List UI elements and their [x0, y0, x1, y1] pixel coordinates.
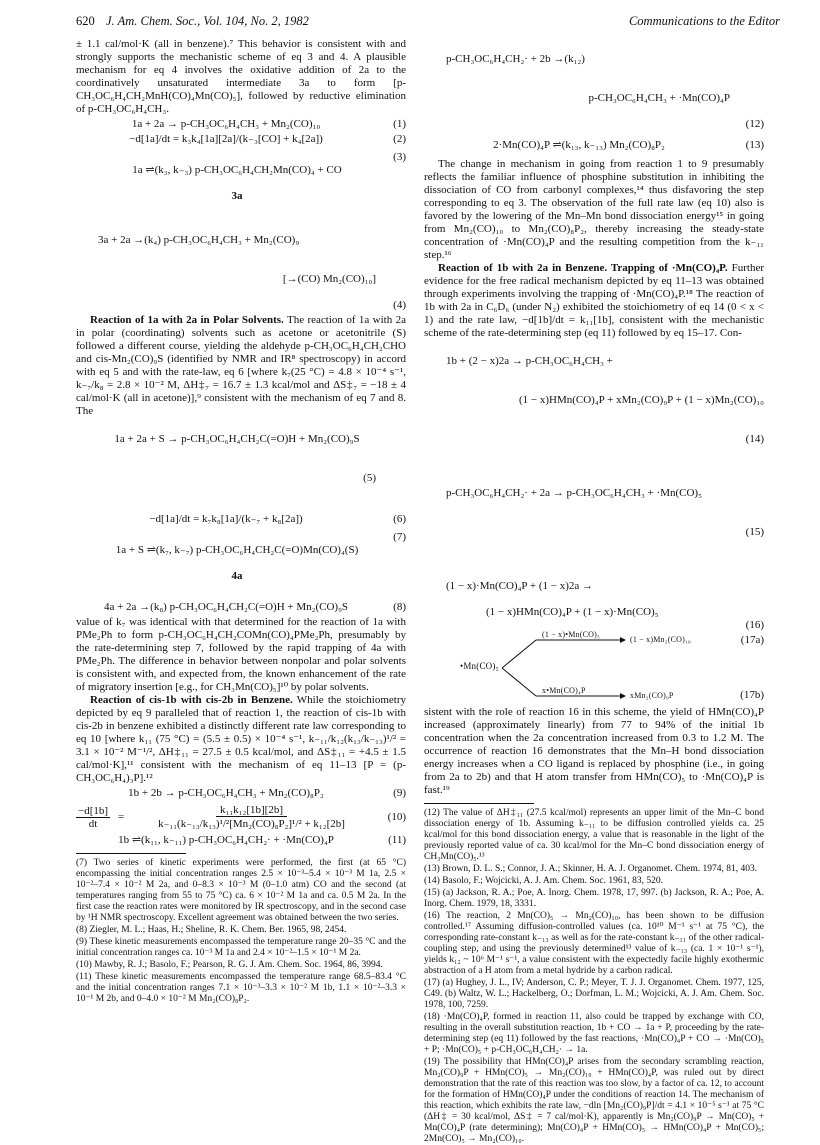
equation-5: 1a + 2a + S → p-CH₃OC₆H₄CH₂C(=O)H + Mn₂(CO)₉S (5)	[114, 433, 376, 484]
journal-citation: J. Am. Chem. Soc., Vol. 104, No. 2, 1982	[106, 14, 309, 28]
scheme-reactant: •Mn(CO)₅	[460, 661, 499, 671]
equation-1: 1a + 2a → p-CH₃OC₆H₄CH₃ + Mn₂(CO)₁₀ (1)	[131, 118, 406, 130]
footnote: (11) These kinetic measurements encompassed the temperature range 68.5–83.4 °C and the initial concentration ranges 7.1 × 10⁻³–3.3 × 10⁻² M 1b, 1.1 × 10⁻²–3.3 × 10⁻¹ M 2b, and 0–4.0 × 10⁻² M Mn₂(CO)₈P₂.	[76, 972, 406, 1004]
paragraph: Reaction of 1b with 2a in Benzene. Trapping of ·Mn(CO)₄P. Further evidence for the free radical mechanism depicted by eq 11–13 was obtained through experiments involving the trapping of ·Mn(CO)₄P.¹⁸ The reaction of 1b with 2a in C₆D₆ (under N₂) exhibited the stoichiometry of eq 14 (0 < x < 1) and the rate law, −d[1b]/dt = k₁₁[1b], consistent with the mechanistic scheme of the rate-determining step (eq 11) followed by eq 15–17. Con-	[424, 262, 764, 339]
scheme-bottom-number: (17b)	[740, 689, 764, 701]
paragraph-lead: Reaction of cis-1b with cis-2b in Benzene.	[90, 694, 293, 706]
footnote: (17) (a) Hughey, J. L., IV; Anderson, C. P.; Meyer, T. J. J. Organomet. Chem. 1977, 125, C49. (b) Waltz, W. L.; Hackelberg, O.; Dorfman, L. M.; Wojcicki, A. J. Am. Chem. Soc. 1978, 100, 7259.	[424, 978, 764, 1010]
footnote: (8) Ziegler, M. L.; Haas, H.; Sheline, R. K. Chem. Ber. 1965, 98, 2454.	[76, 925, 347, 935]
footnote: (15) (a) Jackson, R. A.; Poe, A. Inorg. Chem. 1978, 17, 997. (b) Jackson, R. A.; Poe, A. Inorg. Chem. 1979, 18, 3331.	[424, 888, 764, 909]
page-number: 620	[76, 14, 95, 28]
scheme-top-product: (1 − x)Mn₂(CO)₁₀	[630, 635, 691, 644]
equation-2: −d[1a]/dt = k₃k₄[1a][2a]/(k₋₃[CO] + k₄[2a]) (2)	[129, 133, 406, 145]
right-column	[424, 38, 764, 1144]
footnote-divider	[76, 853, 186, 854]
compound-label: 4a	[231, 570, 243, 582]
paragraph: Reaction of 1a with 2a in Polar Solvents. The reaction of 1a with 2a in polar (coordinating) solvents such as acetone or acetonitrile (S) followed a different course, yielding the aldehyde p-CH₃OC₆H₄CH₂CHO and cis-Mn₂(CO)₉S (identified by NMR and IR⁸ spectroscopy) in accord with eq 5 and with the rate-law, eq 6 [where k₇(25 °C) = 4.8 × 10⁻⁴ s⁻¹, k₋₇/k₈ = 2.8 × 10⁻² M, ΔH‡₇ = 16.7 ± 1.3 kcal/mol and ΔS‡₇ = −18 ± 4 cal/mol·K (all in acetone)],⁹ consistent with the mechanism of eq 7 and 8. The	[76, 314, 407, 417]
page-header	[76, 14, 780, 32]
equation-6: −d[1a]/dt = k₇k₈[1a]/(k₋₇ + k₈[2a]) (6)	[149, 513, 406, 525]
equation-11: 1b ⇌(k₁₁, k₋₁₁) p-CH₃OC₆H₄CH₂· + ·Mn(CO)₄P (11)	[118, 834, 406, 846]
scheme-bottom-product: xMn₂(CO)₉P	[630, 691, 674, 700]
footnote: (12) The value of ΔH‡₁₁ (27.5 kcal/mol) represents an upper limit of the Mn–C bond dissociation energy of 1b. Assuming k₋₁₁ to be diffusion controlled yields ca. 25 kcal/mol for this bond dissociation energy, a value that is reasonable in the light of the previously reported value of ca. 30 kcal/mol for the Mn–C bond dissociation energy of CH₃Mn(CO)₅.¹³	[424, 808, 764, 862]
equation-8: 4a + 2a →(k₈) p-CH₃OC₆H₄CH₂C(=O)H + Mn₂(CO)₉S (8)	[103, 601, 406, 613]
reaction-scheme-17	[424, 630, 764, 702]
footnotes-left	[76, 858, 406, 1005]
equation-13: 2·Mn(CO)₄P ⇌(k₁₃, k₋₁₃) Mn₂(CO)₈P₂ (13)	[493, 139, 764, 151]
section-title: Communications to the Editor	[628, 14, 780, 28]
scheme-bottom-reagent: x•Mn(CO)₄P	[542, 686, 586, 695]
paragraph: ± 1.1 cal/mol·K (all in benzene).⁷ This behavior is consistent with and strongly supports the mechanistic scheme of eq 3 and 4. A plausible mechanism for eq 4 involves the oxidative addition of 2a to the coordinatively unsaturated intermediate 3a to form [p-CH₃OC₆H₄CH₂MnH(CO)₄Mn(CO)₅], followed by reductive elimination of p-CH₃OC₆H₄CH₃.	[76, 38, 406, 115]
scheme-top-number: (17a)	[740, 634, 764, 646]
equation-9: 1b + 2b → p-CH₃OC₆H₄CH₃ + Mn₂(CO)₈P₂ (9)	[128, 787, 406, 799]
equation-14: 1b + (2 − x)2a → p-CH₃OC₆H₄CH₃ + (1 − x)HMn(CO)₄P + xMn₂(CO)₉P + (1 − x)Mn₂(CO)₁₀ (14)	[446, 355, 764, 445]
scheme-top-reagent: (1 − x)•Mn(CO)₅	[542, 630, 600, 639]
equation-16: (1 − x)·Mn(CO)₄P + (1 − x)2a → (1 − x)HMn(CO)₄P + (1 − x)·Mn(CO)₅ (16)	[446, 580, 764, 631]
footnote: (19) The possibility that HMn(CO)₄P arises from the secondary scrambling reaction, Mn₂(CO)₉P + HMn(CO)₅ → Mn₂(CO)₁₀ + HMn(CO)₄P, was ruled out by direct demonstration that the rate of this reaction was too slow, by a factor of ca. 12, to account for the formation of HMn(CO)₄P under the conditions of reaction 14. The mechanism of this reaction, which exhibits the rate law, −dln [Mn₂(CO)₉P]/dt = 4.1 × 10⁻⁵ s⁻¹ at 75 °C (ΔH‡ = 30 kcal/mol, ΔS‡ = 7 cal/mol·K), apparently is Mn₂(CO)₉P → Mn(CO)₅ + Mn(CO)₄P (rate determining); Mn(CO)₄P + HMn(CO)₅ → HMn(CO)₄P + Mn(CO)₅; 2Mn(CO)₅ → Mn₂(CO)₁₀.	[424, 1057, 764, 1144]
equation-7: 1a + S ⇌(k₇, k₋₇) p-CH₃OC₆H₄CH₂C(=O)Mn(CO)₄(S) 4a (7)	[115, 531, 406, 582]
paragraph: sistent with the role of reaction 16 in this scheme, the yield of HMn(CO)₄P increased (approximately linearly) from 77 to 94% of the initial 1b concentration when the 2a concentration increased from 0.3 to 1.2 M. The occurrence of reaction 16 demonstrates that the Mn–H bond dissociation energy increases when a CO ligand is replaced by phosphine (i.e., in going from 2a to 2b) and that H atom transfer from HMn(CO)₅ to ·Mn(CO)₄P is fast.¹⁹	[424, 706, 764, 796]
equation-12: p-CH₃OC₆H₄CH₂· + 2b →(k₁₂) p-CH₃OC₆H₄CH₃ + ·Mn(CO)₄P (12)	[446, 53, 764, 130]
footnote: (10) Mawby, R. J.; Basolo, F.; Pearson, R. G. J. Am. Chem. Soc. 1964, 86, 3994.	[76, 960, 383, 970]
equation-10: $\frac{-d[1b]}{dt}$ = $\frac{\text{k₁₁k₁₂[1b][2b]}}{\text{k₋₁₁(k₋₁₃/k₁₃)¹/²[Mn₂(CO)₈P₂]¹/² + k₁₂[2b]}}$ (10)	[78, 804, 406, 830]
left-column	[76, 38, 406, 1054]
equation-3: 1a ⇌(k₃, k₋₃) p-CH₃OC₆H₄CH₂Mn(CO)₄ + CO 3a (3)	[132, 151, 406, 202]
footnote: (7) Two series of kinetic experiments were performed, the first (at 65 °C) encompassing the initial concentration ranges 2.5 × 10⁻³–5.4 × 10⁻³ M 1a, 2.5 × 10⁻²–7.4 × 10⁻² M 2a, and 0–8.3 × 10⁻³ M (0–1.0 atm) CO and the second (at temperatures ranging from 55 to 75 °C) ca. 6 × 10⁻² M 1a and ca. 0.5 M 2a. In the first case the reaction rates were monitored by IR spectroscopy, and in the second case by ¹H NMR spectroscopy. Excellent agreement was obtained between the two series.	[76, 858, 406, 923]
paragraph-lead: Reaction of 1a with 2a in Polar Solvents.	[90, 314, 284, 326]
footnote: (16) The reaction, 2 Mn(CO)₅ → Mn₂(CO)₁₀, has been shown to be diffusion controlled.¹⁷ Assuming diffusion-controlled values (ca. 10¹⁰ M⁻¹ s⁻¹ at 75 °C), the corresponding rate-constant k₋₁₃ as well as for the rate-constant k₋₁₁ of the other radical-coupling step, and using the previously determined¹³ value of k₋₁₃ (ca. 1 × 10⁻¹ s⁻¹), yields k₁₂ ~ 10⁶ M⁻¹ s⁻¹, a value consistent with the expectedly facile highly exothermic abstraction of a H atom from a metal hydride by a carbon radical.	[424, 911, 764, 976]
equation-15: p-CH₃OC₆H₄CH₂· + 2a → p-CH₃OC₆H₄CH₃ + ·Mn(CO)₅ (15)	[446, 487, 764, 538]
paragraph: Reaction of cis-1b with cis-2b in Benzene. While the stoichiometry depicted by eq 9 paralleled that of reaction 1, the reaction of cis-1b with cis-2b in benzene exhibited a distinctly different rate law corresponding to eq 10 [where k₁₁ (75 °C) = (5.5 ± 0.5) × 10⁻⁴ s⁻¹, k₋₁₁/k₁₂(k₁₃/k₋₁₃)¹/² = 3.1 × 10⁻² M⁻¹/², ΔH‡₁₁ = 27.5 ± 0.5 kcal/mol, and ΔS‡₁₁ = +4.5 ± 1.5 cal/mol·K],¹¹ consistent with the mechanism of eq 11–13 [P = (p-CH₃OC₆H₄)₃P].¹²	[76, 694, 406, 784]
footnote: (14) Basolo, F.; Wojcicki, A. J. Am. Chem. Soc. 1961, 83, 520.	[424, 876, 663, 886]
compound-label: 3a	[231, 190, 243, 202]
footnote: (18) ·Mn(CO)₄P, formed in reaction 11, also could be trapped by exchange with CO, resulting in the overall substitution reaction, 1b + CO → 1a + P, proceeding by the rate-determining step (eq 11) followed by the fast reactions, ·Mn(CO)₄P + CO → ·Mn(CO)₅ + P; ·Mn(CO)₅ + p-CH₃OC₆H₄CH₂· → 1a.	[424, 1012, 764, 1055]
paragraph: The change in mechanism in going from reaction 1 to 9 presumably reflects the familiar influence of phosphine substitution in inhibiting the dissociation of CO from carbonyl complexes,¹⁴ thus disfavoring the step corresponding to eq 3. The observation of the full rate law (eq 10) also is favored by the lowering of the Mn–Mn bond dissociation energy¹⁵ in going from Mn₂(CO)₁₀ to Mn₂(CO)₈P₂, thereby increasing the steady-state concentration of ·Mn(CO)₄P and the resulting competition from the k₋₁₁ step.¹⁶	[424, 158, 764, 261]
footnote: (13) Brown, D. L. S.; Connor, J. A.; Skinner, H. A. J. Organomet. Chem. 1974, 81, 403.	[424, 864, 758, 874]
equation-4: 3a + 2a →(k₄) p-CH₃OC₆H₄CH₃ + Mn₂(CO)₉ [→(CO) Mn₂(CO)₁₀] (4)	[98, 234, 406, 311]
footnote-divider	[424, 803, 534, 804]
paragraph-lead: Reaction of 1b with 2a in Benzene. Trapping of ·Mn(CO)₄P.	[438, 262, 728, 274]
footnote: (9) These kinetic measurements encompassed the temperature range 20–35 °C and the initial concentration ranges ca. 10⁻³ M 1a and 2.4 × 10⁻²–1.5 × 10⁻¹ M 2a.	[76, 937, 406, 958]
footnotes-right	[424, 808, 764, 1145]
paragraph: value of k₇ was identical with that determined for the reaction of 1a with PMe₂Ph to form p-CH₃OC₆H₄CH₂COMn(CO)₄PMe₂Ph, presumably by the rate-determining step 7, followed by the rapid trapping of 4a with PMe₂Ph. The difference in behavior between nonpolar and polar solvents is consistent with, and expected from, the known enhancement of the rate of migratory insertion [e.g., for CH₃Mn(CO)₅]¹⁰ by polar solvents.	[76, 616, 406, 693]
